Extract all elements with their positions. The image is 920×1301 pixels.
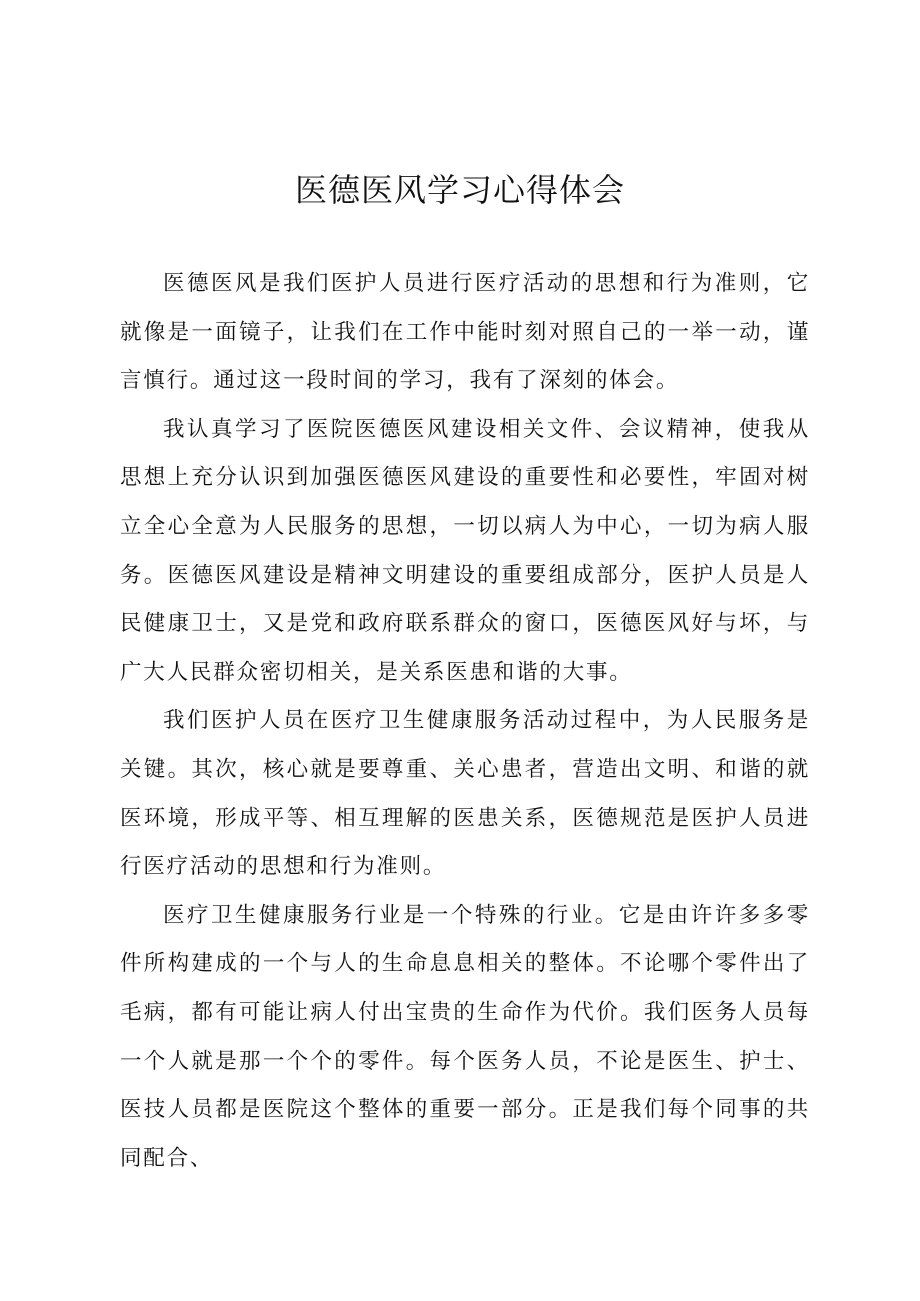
paragraph-4: 医疗卫生健康服务行业是一个特殊的行业。它是由许许多多零件所构建成的一个与人的生命息息相关的整体。不论哪个零件出了毛病，都有可能让病人付出宝贵的生命作为代价。我们医务人员每一个人就是那一个个的零件。每个医务人员，不论是医生、护士、医技人员都是医院这个整体的重要一部分。正是我们每个同事的共同配合、: [120, 902, 810, 1171]
document-title: 医德医风学习心得体会: [294, 171, 625, 209]
document-body: [120, 260, 810, 1183]
paragraph-1: 医德医风是我们医护人员进行医疗活动的思想和行为准则，它就像是一面镜子，让我们在工作中能时刻对照自己的一举一动，谨言慎行。通过这一段时间的学习，我有了深刻的体会。: [120, 271, 810, 394]
paragraph-2: 我认真学习了医院医德医风建设相关文件、会议精神，使我从思想上充分认识到加强医德医风建设的重要性和必要性，牢固对树立全心全意为人民服务的思想，一切以病人为中心，一切为病人服务。医德医风建设是精神文明建设的重要组成部分，医护人员是人民健康卫士，又是党和政府联系群众的窗口，医德医风好与坏，与广大人民群众密切相关，是关系医患和谐的大事。: [120, 416, 810, 685]
paragraph-3: 我们医护人员在医疗卫生健康服务活动过程中，为人民服务是关键。其次，核心就是要尊重、关心患者，营造出文明、和谐的就医环境，形成平等、相互理解的医患关系，医德规范是医护人员进行医疗活动的思想和行为准则。: [120, 708, 810, 880]
